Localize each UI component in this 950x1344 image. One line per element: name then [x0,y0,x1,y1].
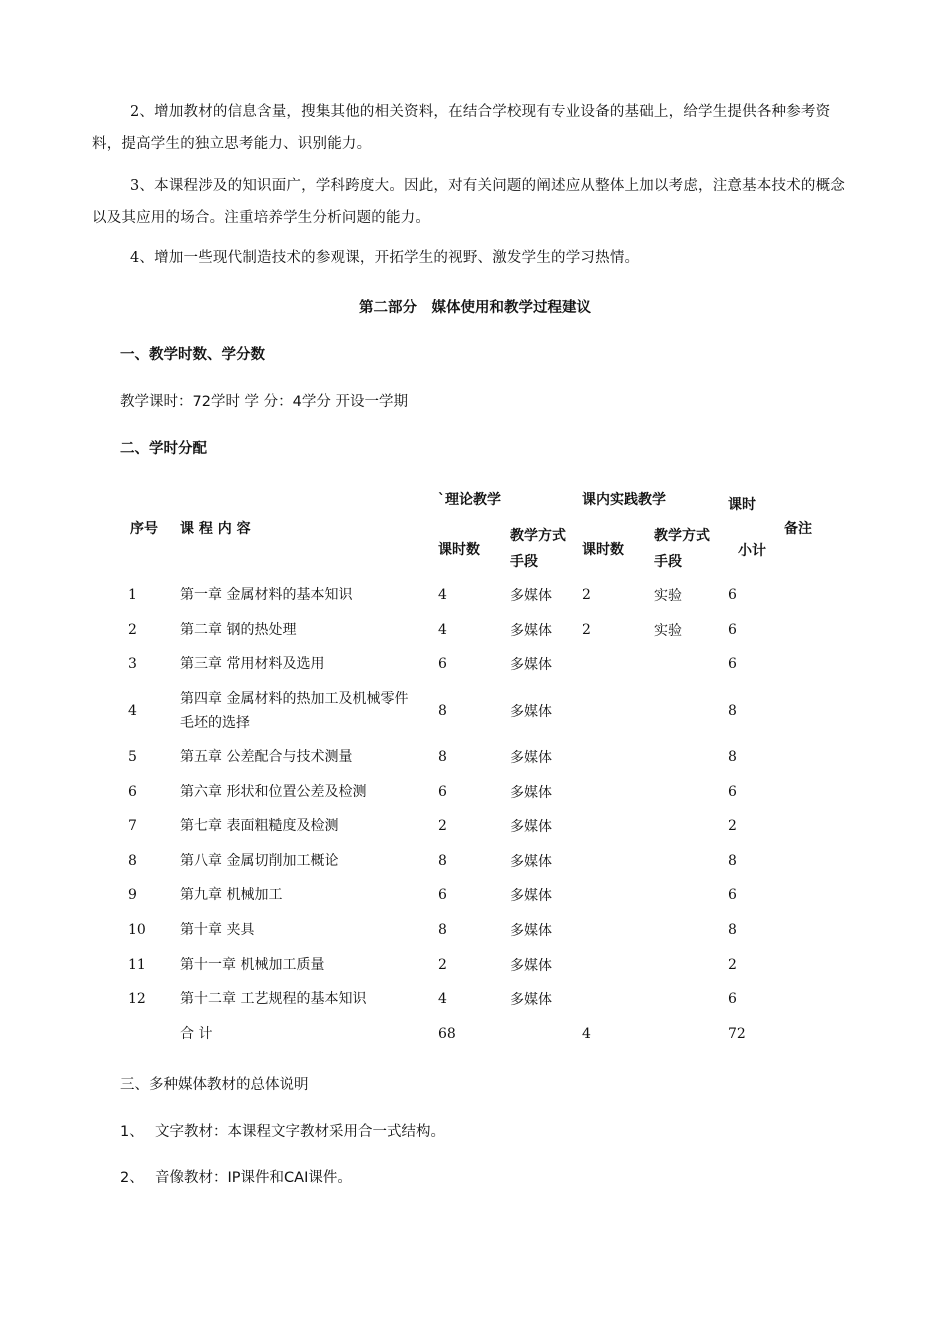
cell-theory-hours: 8 [438,702,447,719]
part-title: 第二部分 媒体使用和教学过程建议 [359,300,591,316]
table-row [118,913,838,948]
cell-theory-method: 多媒体 [510,888,552,905]
cell-total-practice-hours: 4 [582,1025,591,1042]
header-theory-method: 教学方式手段 [510,528,566,570]
table-row [118,647,838,682]
cell-theory-method: 多媒体 [510,853,552,870]
cell-practice-method [644,913,716,948]
cell-theory-method: 多媒体 [510,622,552,639]
cell-theory-method [500,1017,572,1052]
header-subtotal-top: 课时 [728,497,756,513]
table-row [118,809,838,844]
cell-subtotal: 8 [728,922,737,939]
cell-remark [776,740,838,775]
cell-seq: 5 [128,749,137,766]
cell-practice-method [644,647,716,682]
cell-seq: 1 [128,587,137,604]
cell-content: 第三章 常用材料及选用 [180,656,325,673]
table-row [118,774,838,809]
cell-theory-method: 多媒体 [510,657,552,674]
cell-theory-hours: 2 [438,956,447,973]
cell-remark [776,1017,838,1052]
cell-remark [776,647,838,682]
cell-seq: 9 [128,887,137,904]
cell-theory-method: 多媒体 [510,957,552,974]
cell-remark [776,982,838,1017]
cell-subtotal: 8 [728,852,737,869]
table-row [118,947,838,982]
table-total-row [118,1017,838,1052]
cell-practice-method: 实验 [654,622,682,639]
table-row [118,613,838,648]
cell-subtotal: 6 [728,587,737,604]
cell-subtotal: 8 [728,702,737,719]
table-header-row-1 [118,478,838,520]
cell-theory-hours: 6 [438,887,447,904]
cell-subtotal: 6 [728,991,737,1008]
cell-seq: 3 [128,656,137,673]
cell-practice-hours [572,844,644,879]
cell-theory-method: 多媒体 [510,992,552,1009]
cell-total-label: 合 计 [180,1025,213,1042]
section-heading-media-overview: 三、多种媒体教材的总体说明 [120,1077,309,1093]
media-item-2-number: 2、 [120,1170,144,1186]
cell-content: 第五章 公差配合与技术测量 [180,749,353,766]
table-body [118,578,838,1051]
cell-subtotal: 6 [728,656,737,673]
cell-seq: 11 [128,956,146,973]
cell-theory-hours: 6 [438,656,447,673]
cell-seq: 6 [128,783,137,800]
cell-content: 第二章 钢的热处理 [180,621,297,638]
cell-theory-hours: 8 [438,852,447,869]
cell-content: 第四章 金属材料的热加工及机械零件毛坯的选择 [180,690,409,731]
cell-theory-hours: 4 [438,587,447,604]
hour-allocation-table [118,478,838,1051]
cell-seq: 10 [128,922,146,939]
cell-practice-hours: 2 [582,621,591,638]
cell-theory-hours: 8 [438,749,447,766]
table-row [118,682,838,740]
cell-practice-method [644,809,716,844]
cell-subtotal: 2 [728,956,737,973]
cell-practice-hours [572,740,644,775]
cell-subtotal: 8 [728,749,737,766]
cell-practice-method [644,740,716,775]
cell-practice-hours [572,647,644,682]
cell-content: 第十一章 机械加工质量 [180,956,325,973]
cell-seq: 2 [128,621,137,638]
cell-practice-hours: 2 [582,587,591,604]
cell-practice-hours [572,774,644,809]
header-content: 课 程 内 容 [180,521,251,537]
header-practice-method: 教学方式手段 [654,528,710,570]
cell-content: 第九章 机械加工 [180,887,283,904]
cell-content: 第七章 表面粗糙度及检测 [180,818,339,835]
cell-seq: 8 [128,852,137,869]
cell-practice-hours [572,913,644,948]
paragraph-2: 2、增加教材的信息含量，搜集其他的相关资料，在结合学校现有专业设备的基础上，给学生提供各种参考资料，提高学生的独立思考能力、识别能力。 [92,104,831,152]
header-practice: 课内实践教学 [582,492,666,508]
cell-remark [776,613,838,648]
cell-seq: 4 [128,702,137,719]
table-row [118,578,838,613]
cell-theory-hours: 8 [438,922,447,939]
cell-theory-method: 多媒体 [510,819,552,836]
cell-theory-method: 多媒体 [510,588,552,605]
cell-practice-method [644,982,716,1017]
paragraph-3: 3、本课程涉及的知识面广，学科跨度大。因此，对有关问题的阐述应从整体上加以考虑，注意基本技术的概念以及其应用的场合。注重培养学生分析问题的能力。 [92,178,846,226]
cell-remark [776,913,838,948]
header-theory-hours: 课时数 [438,542,480,558]
paragraph-4: 4、增加一些现代制造技术的参观课，开拓学生的视野、激发学生的学习热情。 [130,250,640,266]
table-row [118,878,838,913]
cell-subtotal: 6 [728,783,737,800]
cell-theory-method: 多媒体 [510,784,552,801]
cell-remark [776,947,838,982]
table-row [118,844,838,879]
header-subtotal [716,478,776,578]
cell-practice-hours [572,982,644,1017]
header-subtotal-bottom: 小计 [738,543,766,559]
cell-remark [776,774,838,809]
cell-remark [776,809,838,844]
cell-theory-hours: 6 [438,783,447,800]
cell-subtotal: 2 [728,818,737,835]
cell-seq: 12 [128,991,146,1008]
cell-theory-hours: 2 [438,818,447,835]
cell-content: 第六章 形状和位置公差及检测 [180,783,367,800]
cell-practice-hours [572,682,644,740]
header-seq: 序号 [130,521,158,537]
cell-total-theory-hours: 68 [438,1025,456,1042]
cell-practice-method: 实验 [654,588,682,605]
cell-practice-method [644,844,716,879]
cell-practice-hours [572,878,644,913]
media-item-1-number: 1、 [120,1124,144,1140]
cell-theory-method: 多媒体 [510,703,552,720]
cell-content: 第八章 金属切削加工概论 [180,852,339,869]
cell-practice-hours [572,809,644,844]
media-item-1-text: 文字教材：本课程文字教材采用合一式结构。 [155,1124,445,1140]
cell-content: 第十二章 工艺规程的基本知识 [180,991,367,1008]
header-practice-hours: 课时数 [582,542,624,558]
cell-seq: 7 [128,818,137,835]
cell-practice-method [644,682,716,740]
cell-total-subtotal: 72 [728,1025,746,1042]
cell-practice-method [644,878,716,913]
cell-subtotal: 6 [728,621,737,638]
cell-practice-method [644,947,716,982]
table-row [118,982,838,1017]
cell-practice-hours [572,947,644,982]
header-theory: `理论教学 [438,492,501,508]
table-row [118,740,838,775]
cell-seq [118,1017,178,1052]
cell-theory-method: 多媒体 [510,750,552,767]
cell-remark [776,682,838,740]
cell-theory-hours: 4 [438,621,447,638]
section-heading-hour-allocation: 二、学时分配 [120,441,207,457]
cell-remark [776,878,838,913]
hours-credits-text: 教学课时：72学时 学 分：4学分 开设一学期 [120,394,409,410]
cell-remark [776,578,838,613]
cell-content: 第一章 金属材料的基本知识 [180,587,353,604]
cell-theory-method: 多媒体 [510,923,552,940]
cell-remark [776,844,838,879]
cell-subtotal: 6 [728,887,737,904]
cell-practice-method [644,774,716,809]
cell-content: 第十章 夹具 [180,922,255,939]
header-remark: 备注 [784,521,812,537]
cell-theory-hours: 4 [438,991,447,1008]
cell-practice-method [644,1017,716,1052]
section-heading-hours-credits: 一、教学时数、学分数 [120,347,265,363]
media-item-2-text: 音像教材：IP课件和CAI课件。 [155,1170,352,1186]
